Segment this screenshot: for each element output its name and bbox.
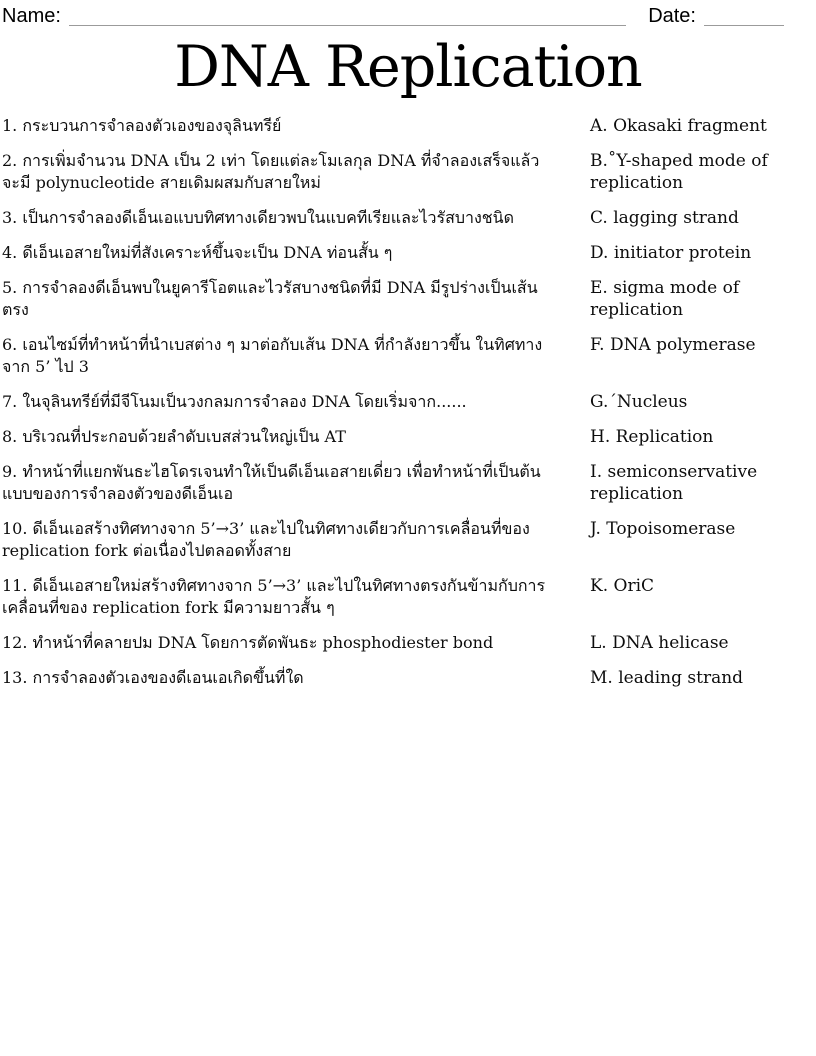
matching-row xyxy=(2,518,814,562)
question-text: 11. ดีเอ็นเอสายใหม่สร้างทิศทางจาก 5’→3’ และไปในทิศทางตรงกันข้ามกับการเคลื่อนที่ของ replication fork มีความยาวสั้น ๆ xyxy=(2,576,546,617)
answer-option: I. semiconservative replication xyxy=(590,462,758,504)
date-blank-line xyxy=(704,6,784,26)
answer-option: D. initiator protein xyxy=(590,243,752,263)
question-text: 10. ดีเอ็นเอสร้างทิศทางจาก 5’→3’ และไปในทิศทางเดียวกับการเคลื่อนที่ของ replication fork ต่อเนื่องไปตลอดทั้งสาย xyxy=(2,519,530,560)
matching-row xyxy=(2,391,814,413)
answer-option: H. Replication xyxy=(590,427,714,447)
name-label: Name: xyxy=(2,5,61,27)
matching-row xyxy=(2,150,814,194)
answer-option: M. leading strand xyxy=(590,668,744,688)
page-title: DNA Replication xyxy=(174,34,642,100)
question-text: 5. การจำลองดีเอ็นพบในยูคารีโอตและไวรัสบางชนิดที่มี DNA มีรูปร่างเป็นเส้นตรง xyxy=(2,278,538,319)
matching-row xyxy=(2,426,814,448)
matching-row xyxy=(2,334,814,378)
matching-row xyxy=(2,667,814,689)
question-text: 4. ดีเอ็นเอสายใหม่ที่สังเคราะห์ขึ้นจะเป็น DNA ท่อนสั้น ๆ xyxy=(2,243,393,262)
question-text: 6. เอนไซม์ที่ทำหน้าที่นำเบสต่าง ๆ มาต่อกับเส้น DNA ที่กำลังยาวขึ้น ในทิศทางจาก 5’ ไป 3 xyxy=(2,335,543,376)
question-text: 8. บริเวณที่ประกอบด้วยลำดับเบสส่วนใหญ่เป็น AT xyxy=(2,427,346,446)
header xyxy=(2,4,814,28)
matching-row xyxy=(2,242,814,264)
answer-option: L. DNA helicase xyxy=(590,633,729,653)
question-text: 7. ในจุลินทรีย์ที่มีจีโนมเป็นวงกลมการจำลอง DNA โดยเริ่มจาก...... xyxy=(2,392,467,411)
matching-row xyxy=(2,115,814,137)
question-text: 12. ทำหน้าที่คลายปม DNA โดยการตัดพันธะ phosphodiester bond xyxy=(2,633,494,652)
answer-option: K. OriC xyxy=(590,576,655,596)
question-text: 1. กระบวนการจำลองตัวเองของจุลินทรีย์ xyxy=(2,116,282,135)
answer-option: A. Okasaki fragment xyxy=(590,116,767,136)
question-text: 2. การเพิ่มจำนวน DNA เป็น 2 เท่า โดยแต่ละโมเลกุล DNA ที่จำลองเสร็จแล้วจะมี polynucleotide สายเดิมผสมกับสายใหม่ xyxy=(2,151,540,192)
matching-row xyxy=(2,207,814,229)
matching-row xyxy=(2,461,814,505)
date-label: Date: xyxy=(648,5,696,27)
matching-list xyxy=(2,115,814,689)
answer-option: F. DNA polymerase xyxy=(590,335,756,355)
answer-option: B.˚Y-shaped mode of replication xyxy=(590,151,768,193)
question-text: 13. การจำลองตัวเองของดีเอนเอเกิดขึ้นที่ใด xyxy=(2,668,304,687)
answer-option: G.´Nucleus xyxy=(590,392,688,412)
question-text: 3. เป็นการจำลองดีเอ็นเอแบบทิศทางเดียวพบในแบคทีเรียและไวรัสบางชนิด xyxy=(2,208,514,227)
matching-row xyxy=(2,575,814,619)
question-text: 9. ทำหน้าที่แยกพันธะไฮโดรเจนทำให้เป็นดีเอ็นเอสายเดี่ยว เพื่อทำหน้าที่เป็นต้นแบบของการจำลองตัวของดีเอ็นเอ xyxy=(2,462,541,503)
name-blank-line xyxy=(69,6,626,26)
answer-option: J. Topoisomerase xyxy=(590,519,736,539)
answer-option: C. lagging strand xyxy=(590,208,739,228)
matching-row xyxy=(2,277,814,321)
matching-row xyxy=(2,632,814,654)
answer-option: E. sigma mode of replication xyxy=(590,278,740,320)
